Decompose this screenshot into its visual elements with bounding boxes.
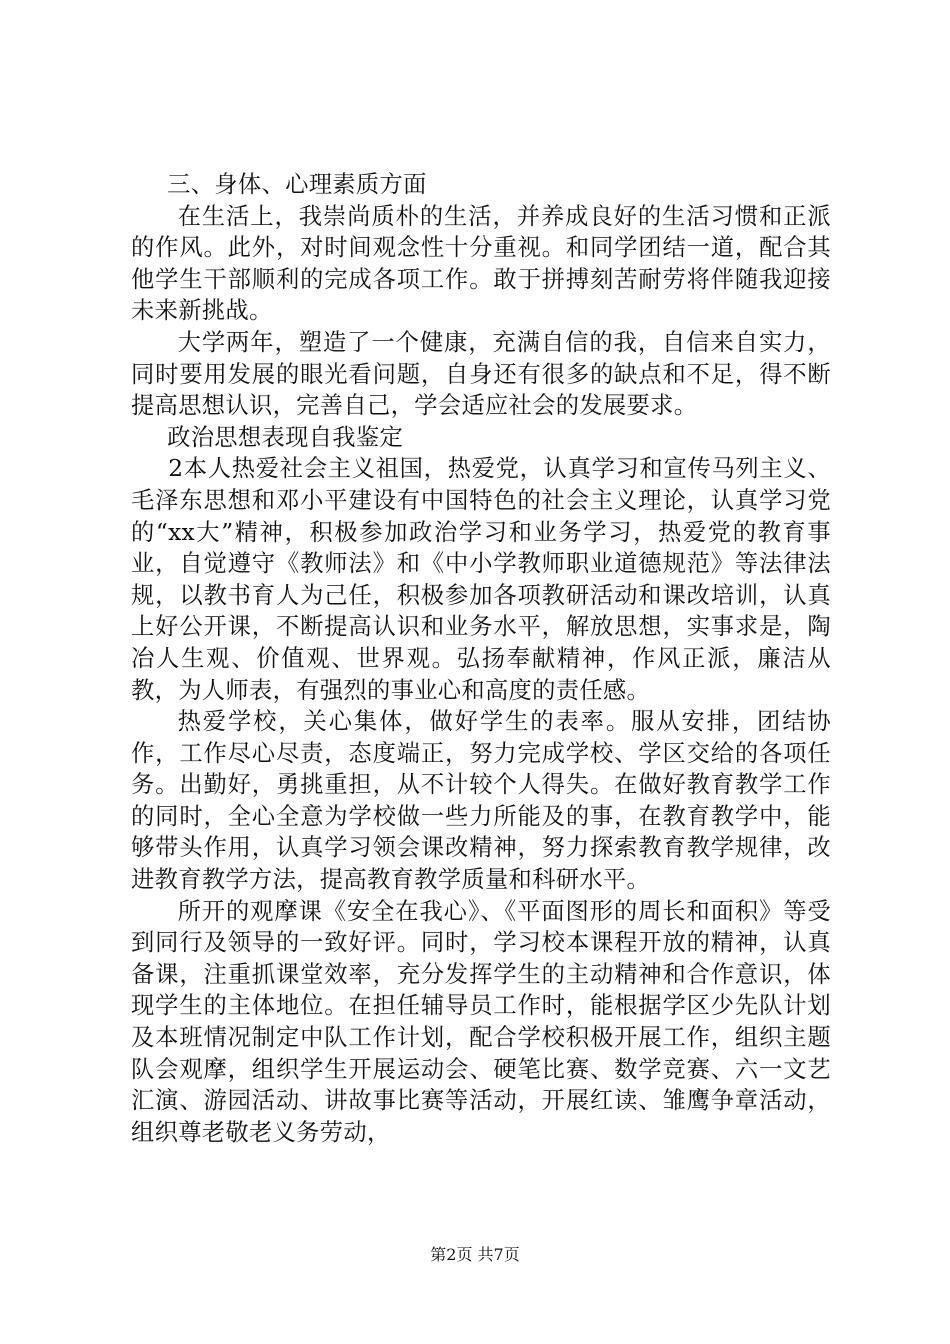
section-heading-physical-psychological: 三、身体、心理素质方面 [167,171,427,198]
paragraph-life: 在生活上，我崇尚质朴的生活，并养成良好的生活习惯和正派的作风。此外，对时间观念性十分重视。和同学团结一道，配合其他学生干部顺利的完成各项工作。敢于拼搏刻苦耐劳将伴随我迎接未来新挑战。 [131,202,831,325]
paragraph-love-school: 热爱学校，关心集体，做好学生的表率。服从安排，团结协作，工作尽心尽责，态度端正，努力完成学校、学区交给的各项任务。出勤好，勇挑重担，从不计较个人得失。在做好教育教学工作的同时，全心全意为学校做一些力所能及的事，在教育教学中，能够带头作用，认真学习领会课改精神，努力探索教育教学规律，改进教育教学方法，提高教育教学质量和科研水平。 [131,708,831,894]
section-heading-political-self-assessment: 政治思想表现自我鉴定 [167,423,404,451]
document-body [131,169,831,1148]
paragraph-political-thought: 2本人热爱社会主义祖国，热爱党，认真学习和宣传马列主义、毛泽东思想和邓小平建设有中国特色的社会主义理论，认真学习党的“xx大”精神，积极参加政治学习和业务学习，热爱党的教育事业，自觉遵守《教师法》和《中小学教师职业道德规范》等法律法规，以教书育人为己任，积极参加各项教研活动和课改培训，认真上好公开课，不断提高认识和业务水平，解放思想，实事求是，陶冶人生观、价值观、世界观。弘扬奉献精神，作风正派，廉洁从教，为人师表，有强烈的事业心和高度的责任感。 [131,455,831,704]
paragraph-observation-lessons: 所开的观摩课《安全在我心》、《平面图形的周长和面积》等受到同行及领导的一致好评。同时，学习校本课程开放的精神，认真备课，注重抓课堂效率，充分发挥学生的主动精神和合作意识，体现学生的主体地位。在担任辅导员工作时，能根据学区少先队计划及本班情况制定中队工作计划，配合学校积极开展工作，组织主题队会观摩，组织学生开展运动会、硬笔比赛、数学竞赛、六一文艺汇演、游园活动、讲故事比赛等活动，开展红读、雏鹰争章活动，组织尊老敬老义务劳动， [131,897,831,1146]
paragraph-university-two-years: 大学两年，塑造了一个健康，充满自信的我，自信来自实力，同时要用发展的眼光看问题，自身还有很多的缺点和不足，得不断提高思想认识，完善自己，学会适应社会的发展要求。 [131,328,831,420]
page-number-footer: 第2页 共7页 [430,1245,520,1264]
